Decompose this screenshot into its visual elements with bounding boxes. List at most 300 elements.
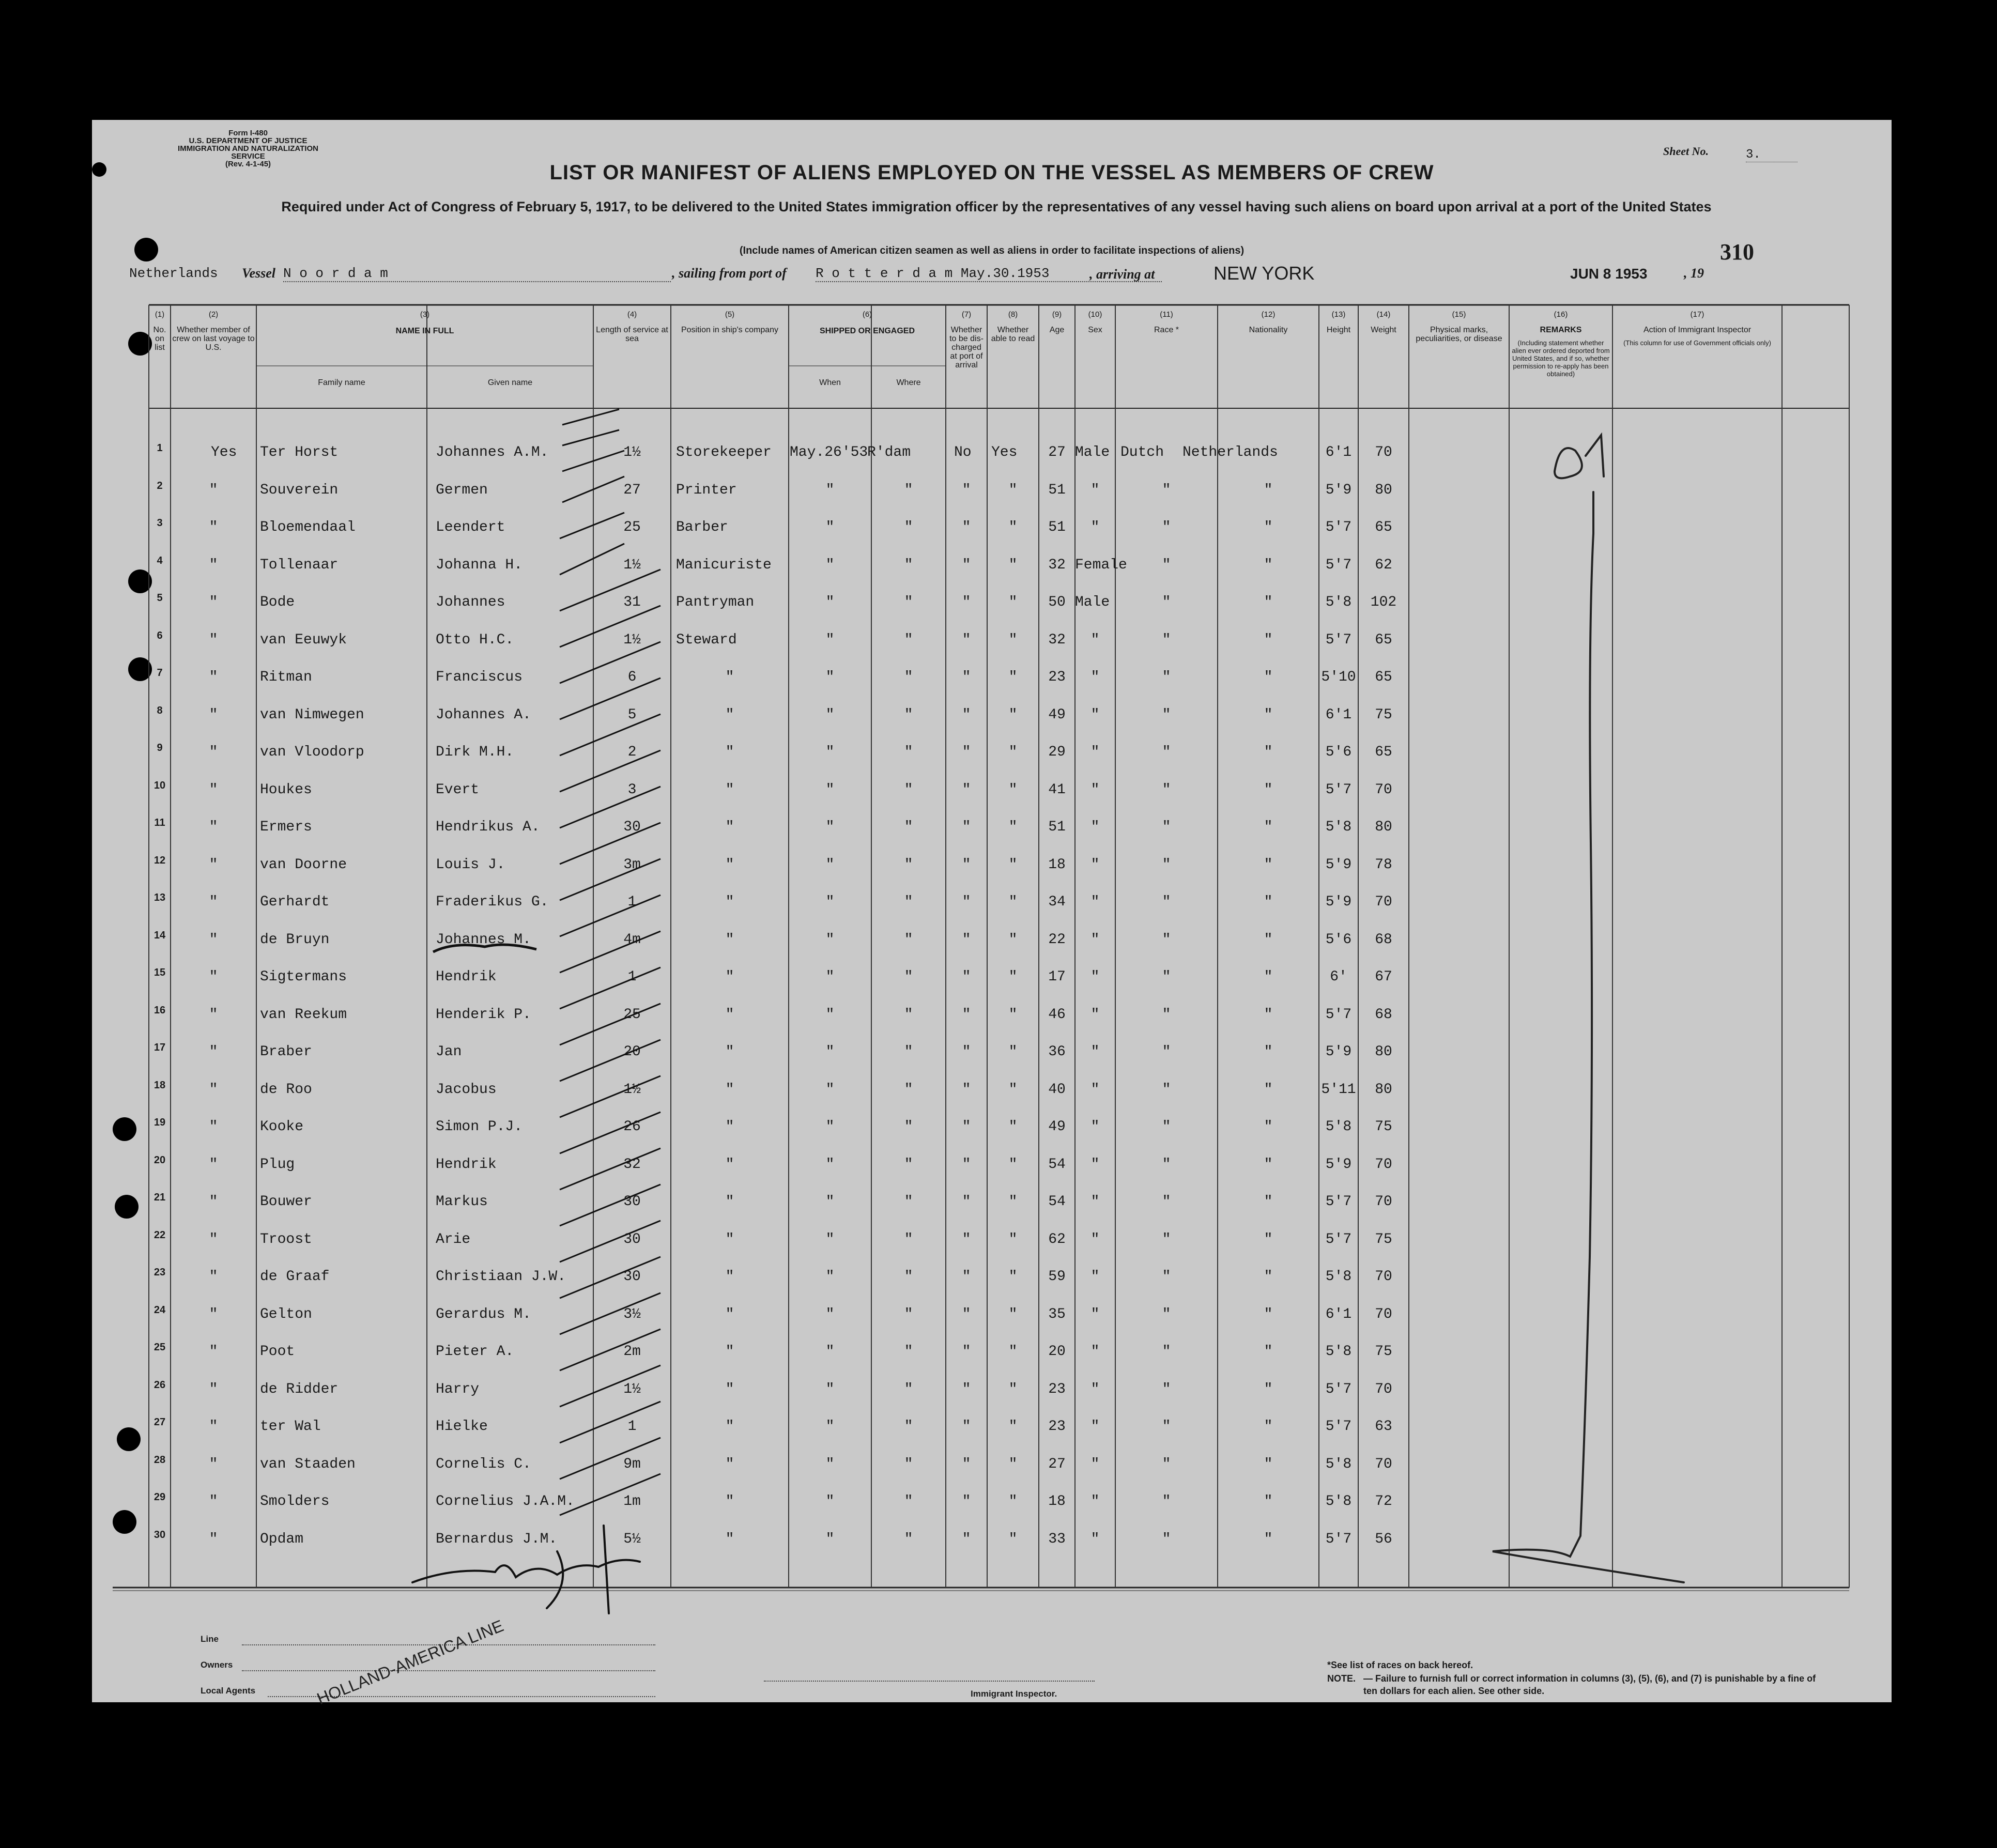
cell-nationality: " bbox=[1264, 557, 1273, 573]
cell-weight: 68 bbox=[1375, 1006, 1392, 1023]
cell-age: 20 bbox=[1048, 1344, 1066, 1360]
cell-nationality: " bbox=[1264, 931, 1273, 948]
cell-read: " bbox=[1008, 632, 1018, 648]
column-header: Action of Immigrant Inspector bbox=[1643, 326, 1752, 334]
cell-prev: " bbox=[209, 557, 218, 573]
cell-family: Bloemendaal bbox=[260, 519, 356, 535]
cell-age: 36 bbox=[1048, 1044, 1066, 1060]
cell-read: " bbox=[1008, 1493, 1018, 1510]
cell-height: 5'6 bbox=[1325, 931, 1352, 948]
cell-nationality: " bbox=[1264, 1081, 1273, 1098]
cell-where: " bbox=[904, 706, 913, 723]
cell-weight: 70 bbox=[1375, 444, 1392, 460]
cell-where: " bbox=[904, 781, 913, 798]
cell-prev: " bbox=[209, 519, 218, 535]
cell-race: " bbox=[1162, 557, 1171, 573]
cell-family: Sigtermans bbox=[260, 969, 347, 985]
cell-read: " bbox=[1008, 482, 1018, 498]
cell-service: 27 bbox=[623, 482, 641, 498]
cell-service: 30 bbox=[623, 1231, 641, 1248]
cell-height: 5'8 bbox=[1325, 594, 1352, 610]
sheet-label: Sheet No. bbox=[1663, 145, 1709, 158]
column-number: (10) bbox=[1088, 310, 1102, 319]
year-suffix: , 19 bbox=[1684, 266, 1704, 281]
cell-discharged: " bbox=[962, 519, 971, 535]
cell-where: " bbox=[904, 1344, 913, 1360]
cell-where: " bbox=[904, 1269, 913, 1285]
row-number: 14 bbox=[153, 929, 166, 941]
cell-family: Braber bbox=[260, 1044, 312, 1060]
cell-family: Opdam bbox=[260, 1531, 304, 1547]
cell-read: " bbox=[1008, 744, 1018, 760]
cell-prev: Yes bbox=[211, 444, 237, 460]
cell-prev: " bbox=[209, 706, 218, 723]
form-service: IMMIGRATION AND NATURALIZATION SERVICE bbox=[178, 144, 318, 161]
cell-position: " bbox=[725, 894, 734, 910]
cell-when: " bbox=[825, 557, 835, 573]
cell-given: Hendrik bbox=[436, 1156, 497, 1173]
cell-discharged: " bbox=[962, 969, 971, 985]
cell-discharged: " bbox=[962, 1156, 971, 1173]
cell-race: " bbox=[1162, 1269, 1171, 1285]
cell-given: Pieter A. bbox=[436, 1344, 514, 1360]
cell-nationality: " bbox=[1264, 594, 1273, 610]
cell-when: " bbox=[825, 1081, 835, 1098]
cell-family: Ritman bbox=[260, 669, 312, 685]
row-number: 15 bbox=[153, 967, 166, 978]
cell-height: 6'1 bbox=[1325, 444, 1352, 460]
row-number: 20 bbox=[153, 1154, 166, 1166]
column-number: (2) bbox=[208, 310, 219, 319]
cell-discharged: " bbox=[962, 1194, 971, 1210]
column-number: (3) bbox=[420, 310, 430, 319]
cell-weight: 70 bbox=[1375, 1381, 1392, 1397]
cell-service: 6 bbox=[627, 669, 637, 685]
cell-age: 22 bbox=[1048, 931, 1066, 948]
cell-prev: " bbox=[209, 1006, 218, 1023]
cell-given: Arie bbox=[436, 1231, 471, 1248]
column-number: (14) bbox=[1376, 310, 1391, 319]
cell-when: " bbox=[825, 1456, 835, 1472]
cell-race: " bbox=[1162, 819, 1171, 835]
cell-sex: " bbox=[1090, 1269, 1100, 1285]
column-number: (15) bbox=[1452, 310, 1466, 319]
cell-where: " bbox=[904, 894, 913, 910]
cell-given: Bernardus J.M. bbox=[436, 1531, 558, 1547]
cell-weight: 75 bbox=[1375, 1344, 1392, 1360]
vessel-nationality: Netherlands bbox=[129, 266, 218, 281]
cell-where: " bbox=[904, 1531, 913, 1547]
cell-service: 5½ bbox=[623, 1531, 641, 1547]
cell-height: 5'7 bbox=[1325, 1194, 1352, 1210]
cell-height: 5'7 bbox=[1325, 1006, 1352, 1023]
cell-when: " bbox=[825, 1006, 835, 1023]
cell-age: 23 bbox=[1048, 1381, 1066, 1397]
inspector-line bbox=[764, 1681, 1095, 1682]
cell-read: " bbox=[1008, 1531, 1018, 1547]
cell-when: " bbox=[825, 781, 835, 798]
cell-race: " bbox=[1162, 1306, 1171, 1322]
cell-race: " bbox=[1162, 519, 1171, 535]
column-header: Whether to be dis-charged at port of arrival bbox=[949, 326, 984, 369]
cell-race: " bbox=[1162, 744, 1171, 760]
cell-service: 32 bbox=[623, 1156, 641, 1173]
cell-sex: Male bbox=[1075, 444, 1110, 460]
cell-read: " bbox=[1008, 781, 1018, 798]
manifest-sheet bbox=[92, 120, 1892, 1708]
row-number: 8 bbox=[157, 704, 163, 716]
cell-weight: 75 bbox=[1375, 1231, 1392, 1248]
cell-weight: 102 bbox=[1370, 594, 1397, 610]
agents-label: Local Agents bbox=[201, 1686, 256, 1696]
cell-service: 1½ bbox=[623, 1081, 641, 1098]
column-number: (17) bbox=[1690, 310, 1704, 319]
cell-where: " bbox=[904, 519, 913, 535]
cell-where: " bbox=[904, 1306, 913, 1322]
column-header: Sex bbox=[1088, 326, 1102, 334]
cell-height: 5'9 bbox=[1325, 482, 1352, 498]
cell-family: de Roo bbox=[260, 1081, 312, 1098]
cell-when: " bbox=[825, 969, 835, 985]
cell-race: " bbox=[1162, 1419, 1171, 1435]
cell-service: 20 bbox=[623, 1044, 641, 1060]
cell-age: 40 bbox=[1048, 1081, 1066, 1098]
cell-weight: 63 bbox=[1375, 1419, 1392, 1435]
column-subnote: (This column for use of Government officials only) bbox=[1623, 339, 1771, 347]
row-number: 27 bbox=[153, 1416, 166, 1428]
cell-prev: " bbox=[209, 1269, 218, 1285]
note-text: — Failure to furnish full or correct information in columns (3), (5), (6), and (7) is punishable by a fine of ten dollars for each alien. See other side. bbox=[1363, 1673, 1816, 1696]
cell-race: " bbox=[1162, 1231, 1171, 1248]
cell-race: " bbox=[1162, 969, 1171, 985]
cell-weight: 62 bbox=[1375, 557, 1392, 573]
cell-height: 5'9 bbox=[1325, 1044, 1352, 1060]
vessel-name: N o o r d a m bbox=[283, 266, 671, 282]
cell-height: 5'7 bbox=[1325, 781, 1352, 798]
cell-when: " bbox=[825, 1344, 835, 1360]
row-number: 19 bbox=[153, 1117, 166, 1128]
cell-discharged: " bbox=[962, 744, 971, 760]
row-number: 17 bbox=[153, 1042, 166, 1053]
cell-sex: " bbox=[1090, 632, 1100, 648]
cell-service: 25 bbox=[623, 1006, 641, 1023]
cell-given: Johanna H. bbox=[436, 557, 523, 573]
row-number: 22 bbox=[153, 1229, 166, 1241]
cell-weight: 80 bbox=[1375, 1044, 1392, 1060]
cell-given: Franciscus bbox=[436, 669, 523, 685]
cell-discharged: " bbox=[962, 1531, 971, 1547]
cell-where: " bbox=[904, 1119, 913, 1135]
row-number: 10 bbox=[153, 779, 166, 791]
cell-sex: Male bbox=[1075, 594, 1110, 610]
column-header: SHIPPED OR ENGAGED bbox=[819, 327, 915, 335]
cell-given: Dirk M.H. bbox=[436, 744, 514, 760]
cell-family: van Eeuwyk bbox=[260, 632, 347, 648]
cell-service: 1½ bbox=[623, 632, 641, 648]
cell-read: " bbox=[1008, 1119, 1018, 1135]
cell-when: " bbox=[825, 894, 835, 910]
cell-read: " bbox=[1008, 856, 1018, 873]
cell-where: " bbox=[904, 669, 913, 685]
cell-nationality: " bbox=[1264, 894, 1273, 910]
cell-service: 9m bbox=[623, 1456, 641, 1472]
cell-service: 1m bbox=[623, 1493, 641, 1510]
cell-age: 33 bbox=[1048, 1531, 1066, 1547]
cell-where: R'dam bbox=[867, 444, 911, 460]
cell-weight: 70 bbox=[1375, 1306, 1392, 1322]
cell-read: " bbox=[1008, 894, 1018, 910]
cell-position: " bbox=[725, 1456, 734, 1472]
cell-read: " bbox=[1008, 1306, 1018, 1322]
cell-nationality: " bbox=[1264, 781, 1273, 798]
cell-when: " bbox=[825, 744, 835, 760]
cell-read: " bbox=[1008, 1081, 1018, 1098]
cell-given: Jan bbox=[436, 1044, 462, 1060]
cell-read: " bbox=[1008, 1194, 1018, 1210]
column-header: Whether able to read bbox=[991, 326, 1035, 343]
cell-race: " bbox=[1162, 1456, 1171, 1472]
cell-sex: " bbox=[1090, 1044, 1100, 1060]
cell-discharged: " bbox=[962, 1269, 971, 1285]
cell-nationality: " bbox=[1264, 519, 1273, 535]
cell-family: Gelton bbox=[260, 1306, 312, 1322]
cell-where: " bbox=[904, 744, 913, 760]
cell-position: " bbox=[725, 781, 734, 798]
cell-discharged: " bbox=[962, 1119, 971, 1135]
cell-when: " bbox=[825, 1194, 835, 1210]
cell-prev: " bbox=[209, 594, 218, 610]
cell-height: 5'9 bbox=[1325, 856, 1352, 873]
cell-age: 51 bbox=[1048, 819, 1066, 835]
cell-given: Johannes M. bbox=[436, 931, 531, 948]
cell-age: 18 bbox=[1048, 1493, 1066, 1510]
cell-where: " bbox=[904, 856, 913, 873]
cell-family: Plug bbox=[260, 1156, 295, 1173]
cell-read: " bbox=[1008, 706, 1018, 723]
cell-nationality: " bbox=[1264, 1269, 1273, 1285]
cell-weight: 70 bbox=[1375, 1194, 1392, 1210]
cell-family: van Nimwegen bbox=[260, 706, 364, 723]
cell-prev: " bbox=[209, 856, 218, 873]
cell-height: 5'6 bbox=[1325, 744, 1352, 760]
cell-prev: " bbox=[209, 632, 218, 648]
cell-prev: " bbox=[209, 1081, 218, 1098]
cell-when: " bbox=[825, 1493, 835, 1510]
cell-position: Barber bbox=[676, 519, 728, 535]
column-number: (9) bbox=[1052, 310, 1062, 319]
cell-height: 5'9 bbox=[1325, 1156, 1352, 1173]
cell-position: " bbox=[725, 1006, 734, 1023]
column-number: (1) bbox=[155, 310, 165, 319]
cell-prev: " bbox=[209, 1156, 218, 1173]
cell-when: " bbox=[825, 1044, 835, 1060]
cell-given: Johannes A.M. bbox=[436, 444, 549, 460]
cell-read: " bbox=[1008, 1381, 1018, 1397]
cell-prev: " bbox=[209, 482, 218, 498]
owners-label: Owners bbox=[201, 1660, 233, 1670]
cell-family: Bouwer bbox=[260, 1194, 312, 1210]
cell-position: " bbox=[725, 856, 734, 873]
cell-weight: 80 bbox=[1375, 482, 1392, 498]
cell-family: Smolders bbox=[260, 1493, 330, 1510]
cell-position: " bbox=[725, 744, 734, 760]
cell-discharged: " bbox=[962, 632, 971, 648]
column-number: (6) bbox=[862, 310, 872, 319]
cell-nationality: " bbox=[1264, 1456, 1273, 1472]
cell-weight: 65 bbox=[1375, 669, 1392, 685]
cell-weight: 65 bbox=[1375, 744, 1392, 760]
cell-height: 5'11 bbox=[1321, 1081, 1356, 1098]
cell-nationality: " bbox=[1264, 1381, 1273, 1397]
cell-sex: " bbox=[1090, 1081, 1100, 1098]
cell-height: 5'9 bbox=[1325, 894, 1352, 910]
cell-read: " bbox=[1008, 1344, 1018, 1360]
cell-family: ter Wal bbox=[260, 1419, 321, 1435]
cell-service: 25 bbox=[623, 519, 641, 535]
cell-family: Ermers bbox=[260, 819, 312, 835]
cell-service: 5 bbox=[627, 706, 637, 723]
cell-position: " bbox=[725, 1344, 734, 1360]
cell-height: 5'8 bbox=[1325, 819, 1352, 835]
cell-when: " bbox=[825, 1156, 835, 1173]
cell-discharged: " bbox=[962, 1456, 971, 1472]
column-header: Position in ship's company bbox=[681, 326, 779, 334]
column-number: (8) bbox=[1008, 310, 1018, 319]
cell-where: " bbox=[904, 1194, 913, 1210]
cell-read: " bbox=[1008, 1456, 1018, 1472]
cell-weight: 67 bbox=[1375, 969, 1392, 985]
cell-given: Henderik P. bbox=[436, 1006, 531, 1023]
cell-prev: " bbox=[209, 1344, 218, 1360]
cell-age: 49 bbox=[1048, 1119, 1066, 1135]
cell-given: Hendrikus A. bbox=[436, 819, 540, 835]
cell-where: " bbox=[904, 1493, 913, 1510]
cell-height: 5'8 bbox=[1325, 1344, 1352, 1360]
row-number: 18 bbox=[153, 1079, 166, 1091]
cell-family: Bode bbox=[260, 594, 295, 610]
cell-height: 5'8 bbox=[1325, 1456, 1352, 1472]
cell-nationality: " bbox=[1264, 819, 1273, 835]
row-number: 26 bbox=[153, 1379, 166, 1391]
cell-family: van Staaden bbox=[260, 1456, 356, 1472]
cell-position: Storekeeper bbox=[676, 444, 772, 460]
cell-race: " bbox=[1162, 482, 1171, 498]
cell-where: " bbox=[904, 594, 913, 610]
cell-when: " bbox=[825, 632, 835, 648]
cell-where: " bbox=[904, 1156, 913, 1173]
sailing-label: , sailing from port of bbox=[672, 266, 787, 281]
cell-where: " bbox=[904, 557, 913, 573]
cell-when: " bbox=[825, 1381, 835, 1397]
cell-sex: " bbox=[1090, 1344, 1100, 1360]
cell-race: Dutch bbox=[1120, 444, 1164, 460]
cell-service: 2m bbox=[623, 1344, 641, 1360]
cell-family: Kooke bbox=[260, 1119, 304, 1135]
page-subtitle: Required under Act of Congress of February 5, 1917, to be delivered to the United States immigration officer by the representatives of any vessel having such aliens on board upon arrival at a port of the United States bbox=[281, 199, 1712, 214]
row-number: 21 bbox=[153, 1192, 166, 1203]
cell-sex: " bbox=[1090, 1306, 1100, 1322]
cell-sex: " bbox=[1090, 1456, 1100, 1472]
cell-height: 6'1 bbox=[1325, 1306, 1352, 1322]
cell-family: de Ridder bbox=[260, 1381, 339, 1397]
sheet-number: 3. bbox=[1746, 148, 1798, 162]
cell-when: " bbox=[825, 819, 835, 835]
cell-prev: " bbox=[209, 1493, 218, 1510]
cell-discharged: " bbox=[962, 706, 971, 723]
cell-family: Houkes bbox=[260, 781, 312, 798]
cell-given: Christiaan J.W. bbox=[436, 1269, 566, 1285]
cell-weight: 70 bbox=[1375, 1156, 1392, 1173]
cell-age: 59 bbox=[1048, 1269, 1066, 1285]
cell-nationality: " bbox=[1264, 669, 1273, 685]
cell-nationality: " bbox=[1264, 632, 1273, 648]
cell-sex: " bbox=[1090, 1194, 1100, 1210]
cell-height: 5'7 bbox=[1325, 557, 1352, 573]
cell-position: " bbox=[725, 969, 734, 985]
cell-given: Fraderikus G. bbox=[436, 894, 549, 910]
cell-sex: " bbox=[1090, 1419, 1100, 1435]
note-label: NOTE. bbox=[1327, 1673, 1356, 1684]
row-number: 25 bbox=[153, 1342, 166, 1353]
cell-position: Steward bbox=[676, 632, 737, 648]
cell-sex: " bbox=[1090, 1006, 1100, 1023]
page-title: LIST OR MANIFEST OF ALIENS EMPLOYED ON THE VESSEL AS MEMBERS OF CREW bbox=[549, 161, 1434, 184]
cell-age: 35 bbox=[1048, 1306, 1066, 1322]
column-header: Age bbox=[1049, 326, 1065, 334]
cell-sex: " bbox=[1090, 706, 1100, 723]
cell-nationality: " bbox=[1264, 1194, 1273, 1210]
cell-discharged: " bbox=[962, 1306, 971, 1322]
cell-service: 30 bbox=[623, 1194, 641, 1210]
cell-sex: " bbox=[1090, 519, 1100, 535]
cell-race: " bbox=[1162, 1194, 1171, 1210]
cell-sex: " bbox=[1090, 1381, 1100, 1397]
row-number: 1 bbox=[157, 442, 163, 454]
column-subheader: Given name bbox=[487, 378, 533, 387]
cell-given: Louis J. bbox=[436, 856, 505, 873]
cell-family: Gerhardt bbox=[260, 894, 330, 910]
cell-race: " bbox=[1162, 1493, 1171, 1510]
cell-prev: " bbox=[209, 1456, 218, 1472]
cell-race: " bbox=[1162, 1531, 1171, 1547]
cell-position: " bbox=[725, 1231, 734, 1248]
line-label: Line bbox=[201, 1634, 219, 1644]
cell-service: 1 bbox=[627, 1419, 637, 1435]
cell-height: 5'8 bbox=[1325, 1493, 1352, 1510]
cell-service: 2 bbox=[627, 744, 637, 760]
cell-height: 5'10 bbox=[1321, 669, 1356, 685]
cell-height: 5'7 bbox=[1325, 519, 1352, 535]
cell-discharged: " bbox=[962, 781, 971, 798]
cell-when: " bbox=[825, 594, 835, 610]
cell-nationality: " bbox=[1264, 1231, 1273, 1248]
cell-given: Jacobus bbox=[436, 1081, 497, 1098]
cell-service: 3½ bbox=[623, 1306, 641, 1322]
cell-family: de Graaf bbox=[260, 1269, 330, 1285]
column-number: (11) bbox=[1160, 310, 1173, 319]
cell-nationality: " bbox=[1264, 969, 1273, 985]
cell-prev: " bbox=[209, 1306, 218, 1322]
column-header: Race * bbox=[1154, 326, 1179, 334]
cell-nationality: " bbox=[1264, 1306, 1273, 1322]
cell-family: van Doorne bbox=[260, 856, 347, 873]
cell-sex: " bbox=[1090, 931, 1100, 948]
row-number: 9 bbox=[157, 742, 163, 753]
cell-given: Markus bbox=[436, 1194, 488, 1210]
cell-when: " bbox=[825, 669, 835, 685]
stamp-number: 310 bbox=[1720, 239, 1754, 265]
column-header: Height bbox=[1326, 326, 1351, 334]
